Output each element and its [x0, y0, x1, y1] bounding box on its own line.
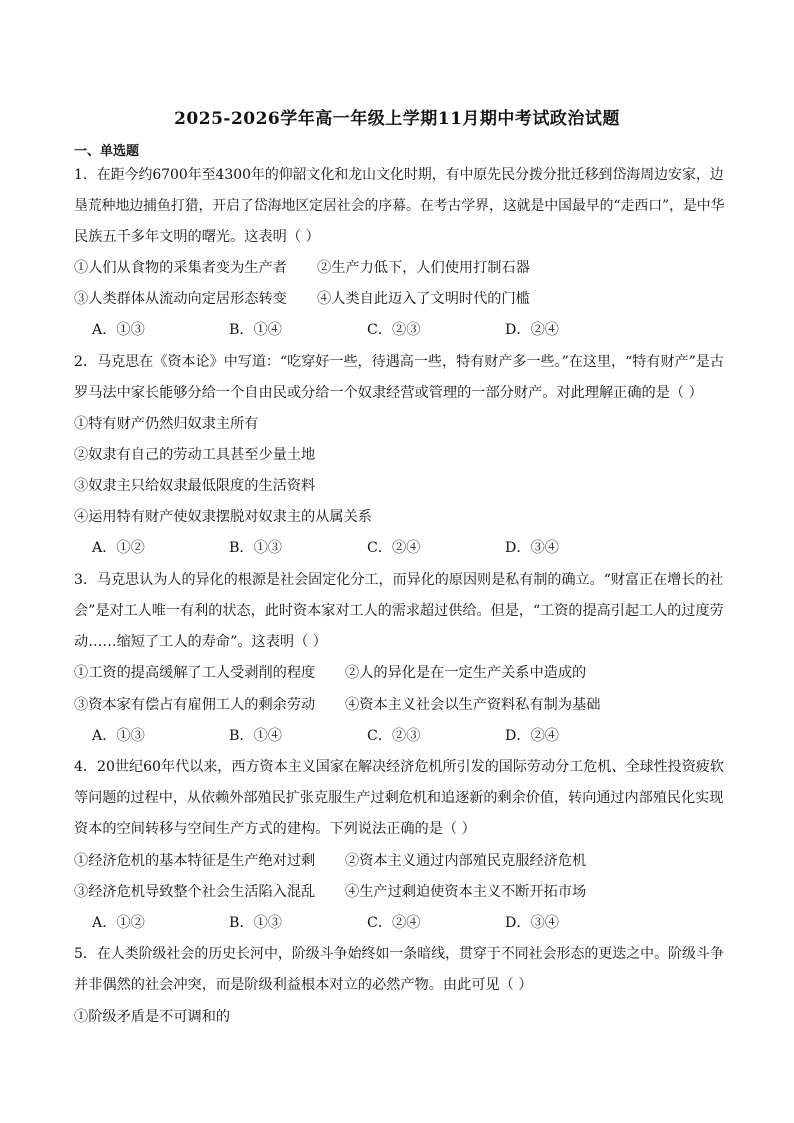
- q2-options: [74, 538, 724, 558]
- q2-statement-1: ①特有财产仍然归奴隶主所有: [74, 416, 259, 432]
- q1-statement-2: ②生产力低下，人们使用打制石器: [317, 260, 530, 276]
- q1-statement-4: ④人类自此迈入了文明时代的门槛: [317, 291, 530, 307]
- page-title: 2025-2026学年高一年级上学期11月期中考试政治试题: [174, 109, 620, 129]
- q1-statement-row: [74, 258, 724, 278]
- q3-statement-1: ①工资的提高缓解了工人受剥削的程度: [74, 665, 316, 681]
- q3-stem-line: 动……缩短了工人的寿命”。这表明（ ）: [74, 634, 327, 650]
- q3-stem-line: 3．马克思认为人的异化的根源是社会固定化分工，而异化的原因则是私有制的确立。“财富正在增长的社: [74, 572, 724, 588]
- q1-option-c: C．②③: [367, 322, 421, 338]
- q3-stem-line: 会”是对工人唯一有利的状态，此时资本家对工人的需求超过供给。但是，“工资的提高引起工人的过度劳: [74, 603, 724, 619]
- q3-option-a: A．①③: [92, 728, 145, 744]
- q5-stem-line: 5．在人类阶级社会的历史长河中，阶级斗争始终如一条暗线，贯穿于不同社会形态的更迭之中。阶级斗争: [74, 946, 724, 962]
- q5-statement-1: ①阶级矛盾是不可调和的: [74, 1009, 231, 1025]
- q3-option-b: B．①④: [229, 728, 282, 744]
- q1-stem-line: 民族五千多年文明的曙光。这表明（ ）: [74, 229, 320, 245]
- q1-option-b: B．①④: [229, 322, 282, 338]
- q2-option-a: A．①②: [92, 540, 145, 556]
- q2-option-b: B．①③: [229, 540, 282, 556]
- q4-stem-line: 等问题的过程中，从依赖外部殖民扩张克服生产过剩危机和追逐新的剩余价值，转向通过内部殖民化实现: [74, 790, 724, 806]
- q3-statement-4: ④资本主义社会以生产资料私有制为基础: [345, 697, 601, 713]
- q1-stem-line: 垦荒种地边捕鱼打猎，开启了岱海地区定居社会的序幕。在考古学界，这就是中国最早的“走西口”，是中华: [74, 198, 725, 214]
- q2-stem-line: 罗马法中家长能够分给一个自由民或分给一个奴隶经营或管理的一部分财产。对此理解正确的是（ ）: [74, 385, 703, 401]
- q1-statement-3: ③人类群体从流动向定居形态转变: [74, 291, 287, 307]
- q1-option-a: A．①③: [92, 322, 145, 338]
- q3-option-c: C．②③: [367, 728, 421, 744]
- q1-statement-row: [74, 289, 724, 309]
- q2-statement-4: ④运用特有财产使奴隶摆脱对奴隶主的从属关系: [74, 509, 372, 525]
- q4-stem-line: 资本的空间转移与空间生产方式的建构。下列说法正确的是（ ）: [74, 821, 476, 837]
- q4-statement-2: ②资本主义通过内部殖民克服经济危机: [345, 853, 587, 869]
- q2-option-c: C．②④: [367, 540, 421, 556]
- q1-stem-line: 1．在距今约6700年至4300年的仰韶文化和龙山文化时期，有中原先民分拨分批迁移到岱海周边安家，边: [74, 167, 724, 183]
- q4-statement-row: [74, 851, 724, 871]
- q3-option-d: D．②④: [505, 728, 559, 744]
- q3-statement-2: ②人的异化是在一定生产关系中造成的: [345, 665, 587, 681]
- q4-statement-3: ③经济危机导致整个社会生活陷入混乱: [74, 884, 316, 900]
- q4-statement-1: ①经济危机的基本特征是生产绝对过剩: [74, 853, 316, 869]
- q4-option-d: D．③④: [505, 915, 559, 931]
- q2-option-d: D．③④: [505, 540, 559, 556]
- q2-statement-2: ②奴隶有自己的劳动工具甚至少量土地: [74, 447, 316, 463]
- q3-options: [74, 726, 724, 746]
- q3-statement-row: [74, 663, 724, 683]
- q4-stem-line: 4．20世纪60年代以来，西方资本主义国家在解决经济危机所引发的国际劳动分工危机、全球性投资疲软: [74, 759, 724, 775]
- q1-statement-1: ①人们从食物的采集者变为生产者: [74, 260, 287, 276]
- q2-statement-3: ③奴隶主只给奴隶最低限度的生活资料: [74, 478, 316, 494]
- q1-options: [74, 320, 724, 340]
- q4-option-a: A．①②: [92, 915, 145, 931]
- q4-options: [74, 913, 724, 933]
- q3-statement-row: [74, 695, 724, 715]
- q4-option-c: C．②④: [367, 915, 421, 931]
- q1-option-d: D．②④: [505, 322, 559, 338]
- q4-option-b: B．①③: [229, 915, 282, 931]
- q5-stem-line: 并非偶然的社会冲突，而是阶级利益根本对立的必然产物。由此可见（ ）: [74, 977, 533, 993]
- q2-stem-line: 2．马克思在《资本论》中写道：“吃穿好一些，待遇高一些，特有财产多一些。”在这里，“特有财产”是古: [74, 354, 724, 370]
- q3-statement-3: ③资本家有偿占有雇佣工人的剩余劳动: [74, 697, 316, 713]
- q4-statement-4: ④生产过剩迫使资本主义不断开拓市场: [345, 884, 587, 900]
- q4-statement-row: [74, 882, 724, 902]
- section-heading: 一、单选题: [74, 144, 140, 159]
